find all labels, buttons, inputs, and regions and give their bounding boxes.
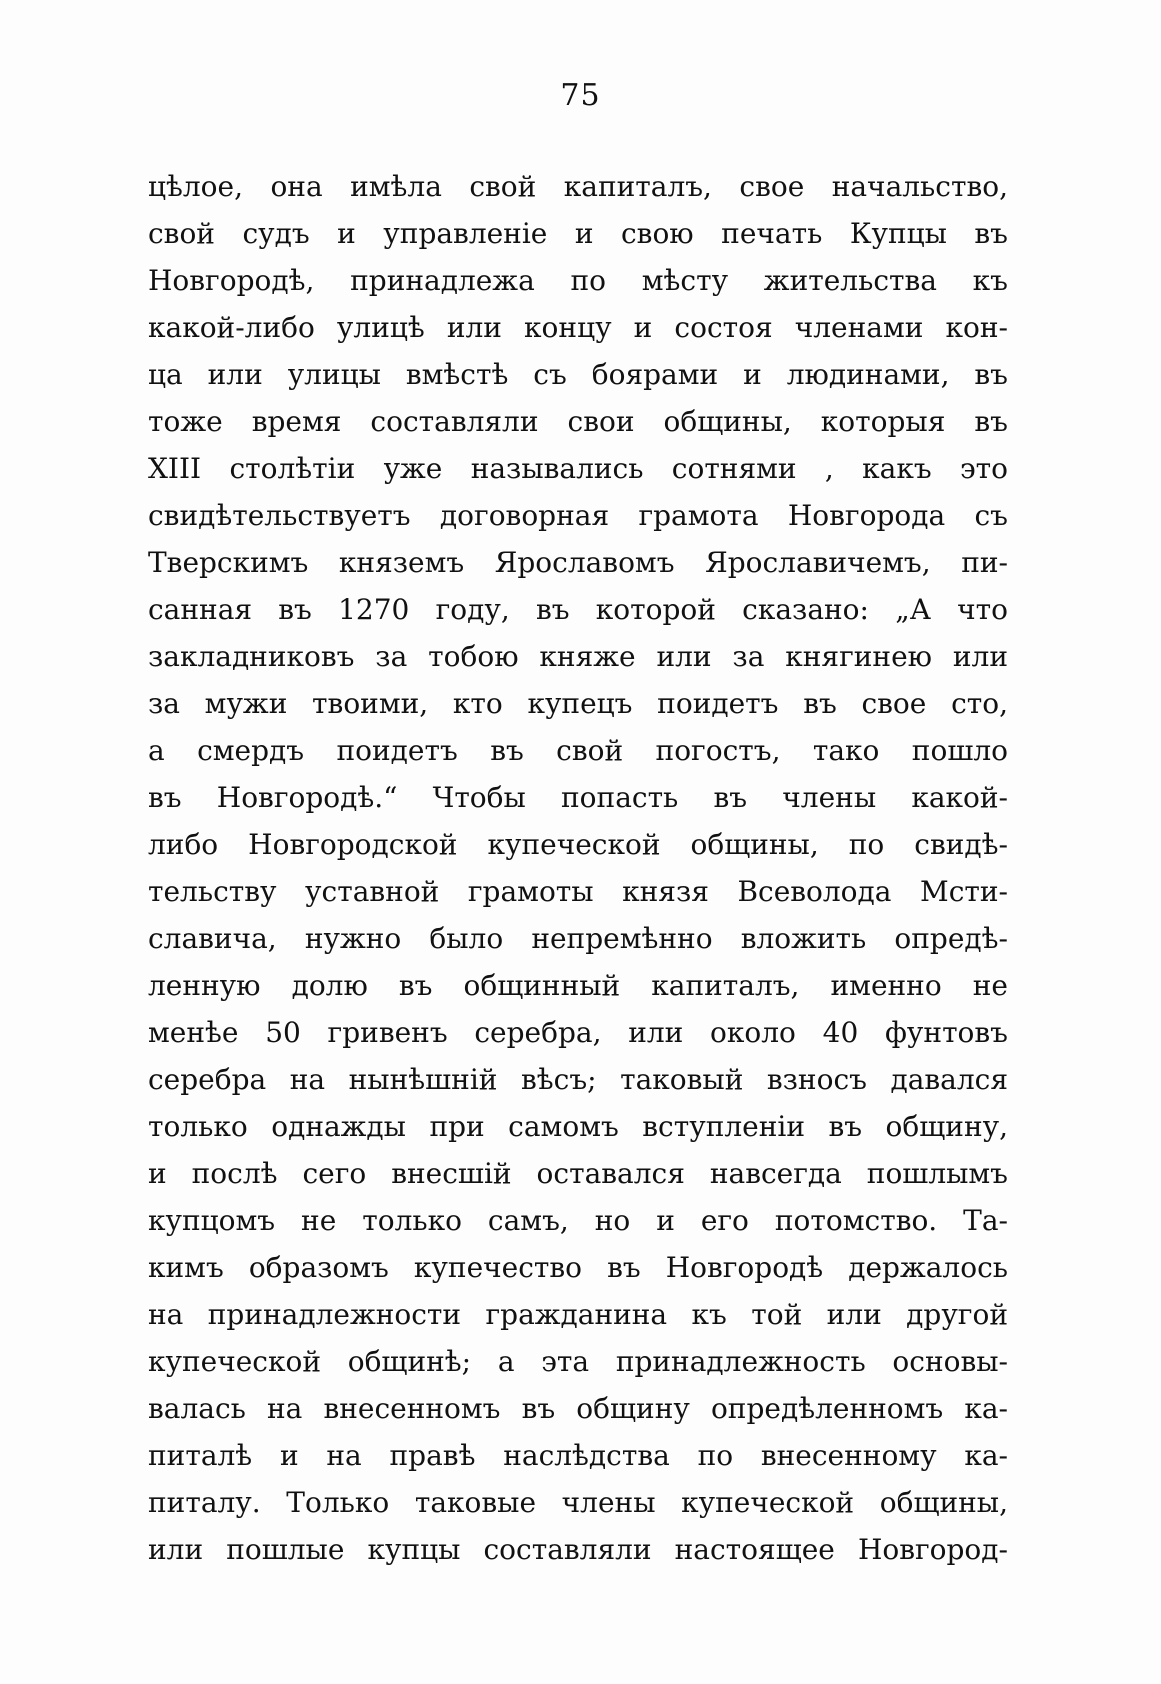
text-line: свой судъ и управленіе и свою печать Купцы въ <box>148 217 1008 250</box>
text-line: Тверскимъ княземъ Ярославомъ Ярославичемъ, пи- <box>148 546 1008 579</box>
body-text <box>148 163 1008 1573</box>
text-line: XIII столѣтіи уже назывались сотнями , какъ это <box>148 452 1008 485</box>
text-line: санная въ 1270 году, въ которой сказано: „А что <box>148 593 1008 626</box>
text-line: или пошлые купцы составляли настоящее Новгород- <box>148 1533 1008 1566</box>
text-line: ца или улицы вмѣстѣ съ боярами и людинами, въ <box>148 358 1008 391</box>
text-line: цѣлое, она имѣла свой капиталъ, свое начальство, <box>148 170 1008 203</box>
text-line: за мужи твоими, кто купецъ поидетъ въ свое сто, <box>148 687 1008 720</box>
text-line: и послѣ сего внесшій оставался навсегда пошлымъ <box>148 1157 1008 1190</box>
text-line: менѣе 50 гривенъ серебра, или около 40 фунтовъ <box>148 1016 1008 1049</box>
text-line: тоже время составляли свои общины, которыя въ <box>148 405 1008 438</box>
text-line: а смердъ поидетъ въ свой погостъ, тако пошло <box>148 734 1008 767</box>
text-line: какой-либо улицѣ или концу и состоя членами кон- <box>148 311 1008 344</box>
text-line: купцомъ не только самъ, но и его потомство. Та- <box>148 1204 1008 1237</box>
text-line: въ Новгородѣ.“ Чтобы попасть въ члены какой- <box>148 781 1008 814</box>
page-number: 75 <box>560 78 601 113</box>
text-line: на принадлежности гражданина къ той или другой <box>148 1298 1008 1331</box>
text-line: либо Новгородской купеческой общины, по свидѣ- <box>148 828 1008 861</box>
text-line: только однажды при самомъ вступленіи въ общину, <box>148 1110 1008 1143</box>
text-line: купеческой общинѣ; а эта принадлежность основы- <box>148 1345 1008 1378</box>
text-line: питалу. Только таковые члены купеческой общины, <box>148 1486 1008 1519</box>
text-line: славича, нужно было непремѣнно вложить опредѣ- <box>148 922 1008 955</box>
text-line: ленную долю въ общинный капиталъ, именно не <box>148 969 1008 1002</box>
text-line: Новгородѣ, принадлежа по мѣсту жительства къ <box>148 264 1008 297</box>
text-line: валась на внесенномъ въ общину опредѣленномъ ка- <box>148 1392 1008 1425</box>
text-line: кимъ образомъ купечество въ Новгородѣ держалось <box>148 1251 1008 1284</box>
text-line: закладниковъ за тобою княже или за княгинею или <box>148 640 1008 673</box>
text-line: питалѣ и на правѣ наслѣдства по внесенному ка- <box>148 1439 1008 1472</box>
text-line: свидѣтельствуетъ договорная грамота Новгорода съ <box>148 499 1008 532</box>
text-line: серебра на нынѣшній вѣсъ; таковый взносъ давался <box>148 1063 1008 1096</box>
text-line: тельству уставной грамоты князя Всеволода Мсти- <box>148 875 1008 908</box>
